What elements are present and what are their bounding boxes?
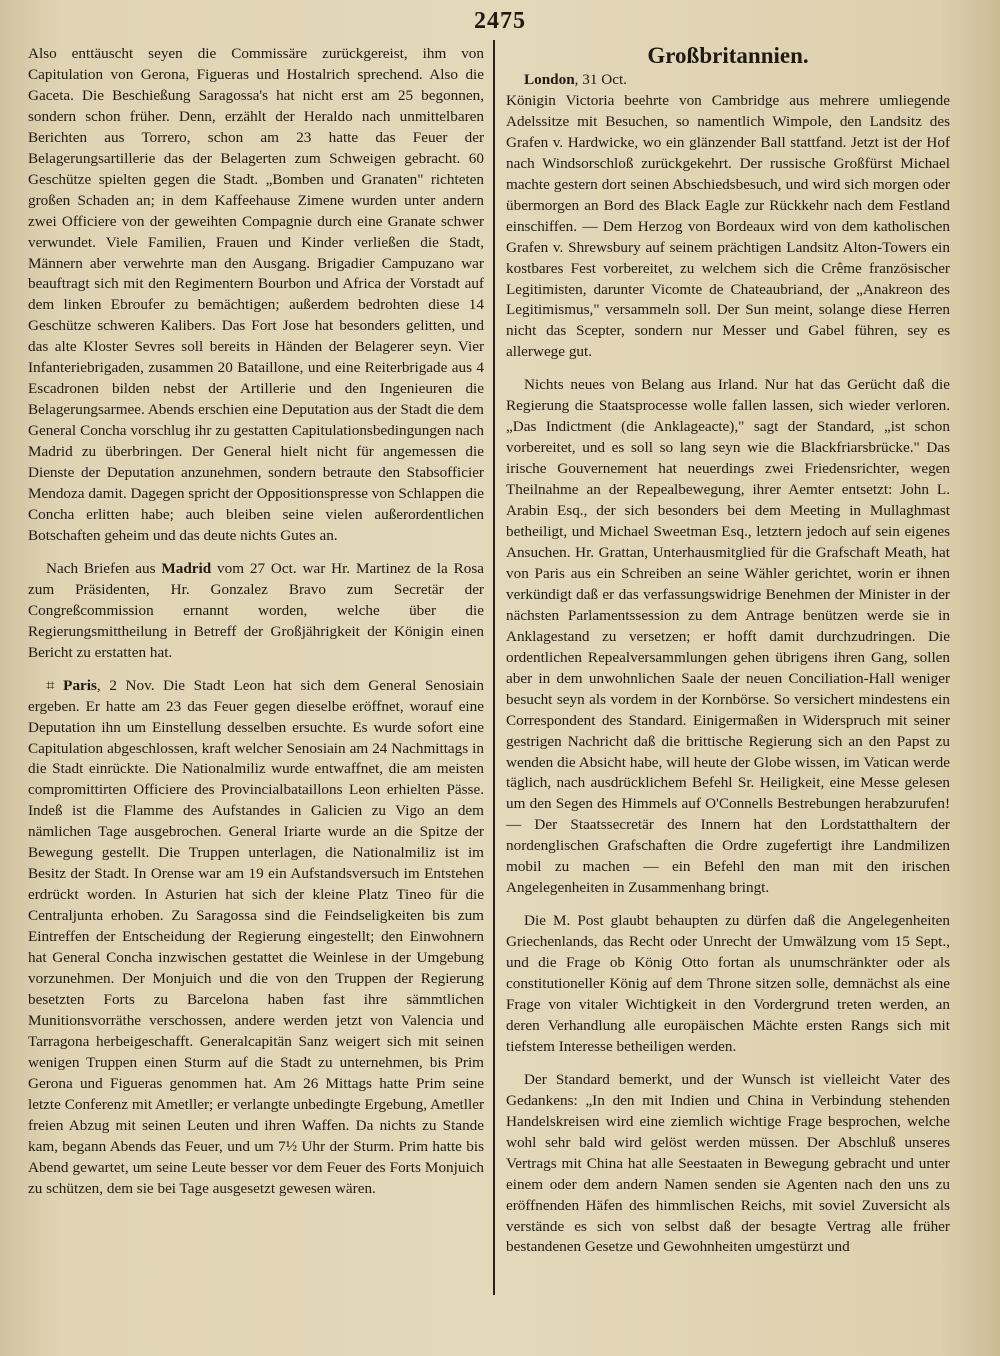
left-column <box>28 44 484 1199</box>
article-greece: Die M. Post glaubt behaupten zu dürfen daß die Angelegenheiten Griechenlands, das Recht oder Unrecht der Umwälzung vom 15 Sept., und die Frage ob König Otto fortan als unumschränkter oder als constitutioneller König auf dem Throne sitzen solle, demnächst als eine Frage von vitaler Wichtigkeit in den Vordergrund treten werden, an deren Verhandlung alle europäischen Mächte ersten Rangs sich mit tiefstem Interesse betheiligen werden. <box>506 912 950 1055</box>
article-madrid <box>28 559 484 664</box>
dateline-london <box>506 70 950 91</box>
place-madrid: Madrid <box>161 559 212 577</box>
article-paris <box>28 676 484 1200</box>
right-column <box>506 44 950 1258</box>
article-spain-continued: Also enttäuscht seyen die Commissäre zurückgereist, ihm von Capitulation von Gerona, Figueras und Hostalrich sprechend. Also die Gaceta. Die Beschießung Saragossa's hat nicht erst am 25 begonnen, sondern schon früher. Denn, erzählt der Heraldo nach unmittelbaren Berichten aus Torrero, schon am 23 hatte das Feuer der Belagerungsartillerie das der Belagerten zum Schweigen gebracht. 60 Geschütze spielten gegen die Stadt. „Bomben und Granaten" richteten großen Schaden an; in dem Kaffeehause Zimene wurden unter andern zwei Officiere von der geweihten Compagnie durch eine Granate schwer verwundet. Viele Familien, Frauen und Kinder verließen die Stadt, Männern aber verwehrte man den Ausgang. Brigadier Campuzano war beauftragt sich mit den Regimentern Bourbon und Africa der Vorstadt auf dem linken Ebroufer zu bemächtigen; außerdem bedrohten diese 14 Geschütze schweren Kalibers. Das Fort Jose hat besonders gelitten, und das alte Kloster Sevres soll bereits in Händen der Belagerer seyn. Vier Infanteriebrigaden, zusammen 20 Bataillone, und eine Reiterbrigade aus 4 Escadronen bilden nebst der Artillerie und den Ingenieuren die Belagerungsarmee. Abends erschien eine Deputation aus der Stadt die dem General Concha vorschlug ihr zu gestatten Capitulationsbedingungen nach Madrid zu überbringen. Der General hielt nicht für angemessen die Dienste der Deputation anzunehmen, sondern betraute den Stabsofficier Mendoza damit. Dagegen spricht der Oppositionspresse von Schlappen die Concha erlitten habe; auch bleiben seine vielen außerordentlichen Botschaften geheim und das deute nichts Gutes an. <box>28 45 484 544</box>
column-divider <box>493 40 495 1295</box>
article-london-court: Königin Victoria beehrte von Cambridge aus mehrere umliegende Adelssitze mit Besuchen, so namentlich Wimpole, den Landsitz des Grafen v. Hardwicke, wo ein glänzender Ball stattfand. Jetzt ist der Hof nach Windsorschloß zurückgekehrt. Der russische Großfürst Michael machte gestern dort seinen Abschiedsbesuch, und wird sich morgen oder übermorgen an Bord des Black Eagle zur Rückkehr nach dem Festland einschiffen. — Dem Herzog von Bordeaux wird von dem katholischen Grafen v. Shrewsbury auf seinem prächtigen Landsitz Alton-Towers ein kostbares Fest vorbereitet, zu welchem sich die Crême französischer Legitimisten, darunter Vicomte de Chateaubriand, der „Anakreon des Legitimismus," versammeln soll. Der Sun meint, solange diese Herren nicht das Scepter, sondern nur Messer und Gabel führen, sey es allerwege gut. <box>506 91 950 361</box>
dateline-place: London <box>524 71 575 88</box>
article-madrid-intro: Nach Briefen aus <box>46 559 162 577</box>
article-china-trade: Der Standard bemerkt, und der Wunsch ist vielleicht Vater des Gedankens: „In den mit Indien und China in Verbindung stehenden Handelskreisen wird eine ziemlich wichtige Frage besprochen, welche wohl sehr bald wird gelöst werden müssen. Der Abschluß unseres Vertrags mit China hat alle Seestaaten in Bewegung gebracht und unter einem oder dem andern Namen senden sie Agenten nach den uns zu eröffnenden Häfen des himmlischen Reichs, mit soviel Zuversicht als verstände es sich von selbst daß der besagte Vertrag alle früher bestandenen Gesetze und Gewohnheiten umgestürzt und <box>506 1070 950 1256</box>
article-paris-body: , 2 Nov. Die Stadt Leon hat sich dem General Senosiain ergeben. Er hatte am 23 das Feuer gegen dieselbe eröffnet, worauf eine Deputation ihn um Einstellung desselben ersuchte. Es wurde sofort eine Capitulation abgeschlossen, kraft welcher Senosiain am 24 Nachmittags in die Stadt einrückte. Die Nationalmiliz wurde entwaffnet, die am meisten compromittirten Officiere des Provincialbataillons Leon erhielten Pässe. Indeß ist die Flamme des Aufstandes in Galicien zu Vigo an dem nämlichen Tage ausgebrochen. General Iriarte wurde an die Spitze der Bewegung gestellt. Die Truppen unterlagen, die Nationalmiliz ist im Besitz der Stadt. In Orense war am 19 ein Aufstandsversuch im Entstehen erdrückt worden. In Asturien hat sich der kleine Platz Tineo für die Centraljunta erhoben. Zu Saragossa sind die Feindseligkeiten bis zum Eintreffen der Entscheidung der Regierung eingestellt; den Einwohnern hat General Concha inzwischen gestattet die Weinlese in der Umgebung vorzunehmen. Der Monjuich und die von den Truppen der Regierung besetzten Forts zu Barcelona haben fast ihre sämmtlichen Munitionsvorräthe verschossen, andere werden jetzt von Valencia und Tarragona herbeigeschafft. Generalcapitän Sanz weigert sich mit seinen wenigen Truppen einen Sturm auf die Stadt zu unternehmen, bis Prim Gerona und Figueras genommen hat. Am 26 Mittags hatte Prim seine letzte Conferenz mit Ametller; er verlangte unbedingte Ergebung, Ametller freien Abzug mit seinen Leuten und ihren Waffen. Da nichts zu Stande kam, begann Abends das Feuer, und um 7½ Uhr der Sturm. Prim hatte bis Abend gewartet, um seine Leute besser vor dem Feuer des Forts Monjuich zu schützen, dem sie bei Tage ausgesetzt gewesen wären. <box>28 676 484 1197</box>
place-paris: Paris <box>63 676 97 694</box>
section-heading-great-britain: Großbritannien. <box>647 43 809 68</box>
article-ireland: Nichts neues von Belang aus Irland. Nur hat das Gerücht daß die Regierung die Staatsprocesse wolle fallen lassen, sich wieder verloren. „Das Indictment (die Anklageacte)," sagt der Standard, „ist schon vorbereitet, und es soll so lang seyn wie die Blackfriarsbrücke." Das irische Gouvernement hat neuerdings zwei Friedensrichter, wegen Theilnahme an der Repealbewegung, ihrer Aemter entsetzt: John L. Arabin Esq., der sich besonders bei dem Meeting in Mullaghmast betheiligt, und Michael Sweetman Esq., letztern jedoch auf sein eigenes Ansuchen. Hr. Grattan, Unterhausmitglied für die Grafschaft Meath, hat von Paris aus ein Schreiben an seine Wähler gerichtet, worin er ihnen verkündigt daß er das verfassungswidrige Benehmen der Minister in der nächsten Parlamentssession zu dem Antrage benützen werde sie in Anklagestand zu versetzen; er hofft damit durchzudringen. Die ordentlichen Repealversammlungen gehen übrigens ihren Gang, sollen aber in dem unwohnlichen Saale der neuen Conciliation-Hall weniger besucht seyn als vordem in der Kornbörse. So versichert mindestens ein Correspondent des Standard. Einigermaßen in Widerspruch mit seiner gestrigen Nachricht daß die brittische Regierung sich an den Papst zu wenden die Absicht habe, will heute der Globe wissen, im Vatican werde täglich, nach ausdrücklichem Befehl Sr. Heiligkeit, eine Messe gelesen um den Segen des Himmels auf O'Connells Bestrebungen herabzurufen! — Der Staatssecretär des Innern hat den Lordstatthaltern der nordenglischen Grafschaften die Ordre zugefertigt ihre Landmilizen mobil zu machen — ein Befehl den man mit den irischen Angelegenheiten in Zusammenhang bringt. <box>506 376 950 897</box>
dateline-date: , 31 Oct. <box>574 71 627 88</box>
page-number: 2475 <box>474 8 526 34</box>
correspondent-mark: ⌗ <box>46 676 64 694</box>
article-madrid-body: vom 27 Oct. war Hr. Martinez de la Rosa zum Präsidenten, Hr. Gonzalez Bravo zum Secretär der Congreßcommission ernannt worden, welche über die Regierungsmittheilung in Betreff der Großjährigkeit der Königin einen Bericht zu erstatten hat. <box>28 559 484 661</box>
